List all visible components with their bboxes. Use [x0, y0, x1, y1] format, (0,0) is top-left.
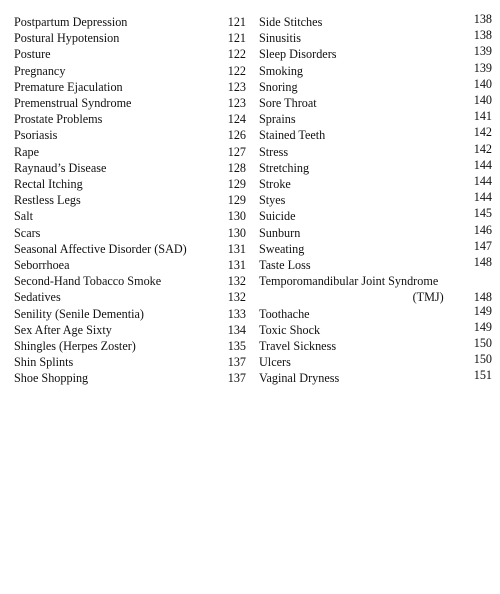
entry-page: 145	[473, 206, 492, 221]
entry-title: Restless Legs	[14, 193, 81, 208]
index-column-left	[14, 14, 246, 387]
entry-page: 147	[473, 238, 492, 253]
index-entry	[259, 303, 492, 322]
index-entry	[14, 354, 246, 370]
entry-title: Sinusitis	[259, 31, 301, 46]
entry-title	[259, 273, 474, 305]
index-entry	[14, 192, 246, 208]
entry-title: Travel Sickness	[259, 339, 337, 354]
entry-title: Sweating	[259, 241, 305, 256]
entry-page: 137	[227, 371, 246, 386]
entry-title: Side Stitches	[259, 15, 323, 29]
entry-page: 138	[473, 12, 492, 26]
entry-page: 126	[227, 128, 246, 143]
index-entry	[259, 60, 492, 79]
index-entry	[14, 144, 246, 160]
index-entry	[259, 111, 492, 127]
entry-page: 121	[227, 31, 246, 46]
entry-page: 131	[227, 241, 246, 256]
entry-title: Sprains	[259, 112, 296, 127]
index-entry	[14, 79, 246, 95]
entry-page: 151	[473, 368, 492, 383]
entry-page: 123	[227, 96, 246, 111]
entry-title: Stress	[259, 144, 289, 159]
entry-title: Postural Hypotension	[14, 31, 120, 46]
index-entry	[259, 14, 492, 30]
entry-page: 137	[227, 355, 246, 370]
entry-page: 130	[227, 225, 246, 240]
entry-title: Salt	[14, 209, 33, 224]
entry-page: 146	[473, 222, 492, 237]
index-entry	[259, 238, 492, 257]
entry-page: 149	[473, 319, 492, 334]
index-entry	[14, 225, 246, 241]
entry-title: Seasonal Affective Disorder (SAD)	[14, 241, 187, 256]
index-entry	[259, 208, 492, 224]
index-entry	[259, 46, 492, 62]
entry-page: 144	[473, 190, 492, 205]
index-entry	[14, 127, 246, 143]
entry-title: Scars	[14, 225, 41, 240]
entry-title: Taste Loss	[259, 258, 311, 273]
entry-page: 131	[227, 258, 246, 273]
entry-page: 150	[473, 336, 492, 351]
index-entry	[259, 257, 492, 273]
index-entry	[14, 338, 246, 354]
entry-title: Stroke	[259, 177, 291, 192]
index-entry	[14, 176, 246, 192]
entry-page: 134	[227, 322, 246, 337]
entry-page: 142	[473, 125, 492, 140]
index-entry	[14, 46, 246, 62]
entry-title: Toxic Shock	[259, 322, 321, 337]
index-entry	[14, 160, 246, 176]
entry-page: 129	[227, 177, 246, 192]
entry-title: Premenstrual Syndrome	[14, 96, 132, 111]
index-entry	[259, 141, 492, 160]
index-entry	[14, 322, 246, 338]
entry-page: 148	[473, 255, 492, 270]
entry-title: Suicide	[259, 209, 296, 224]
entry-page: 139	[473, 44, 492, 59]
entry-page: 132	[227, 290, 246, 305]
entry-page: 141	[473, 109, 492, 124]
entry-page: 130	[227, 209, 246, 224]
entry-title-line-1: Temporomandibular Joint Syndrome	[259, 274, 439, 289]
entry-page: 150	[473, 352, 492, 367]
entry-page: 124	[227, 112, 246, 127]
index-entry	[14, 289, 246, 305]
index-entry	[259, 370, 492, 386]
entry-title: Smoking	[259, 63, 304, 78]
entry-title: Toothache	[259, 306, 310, 321]
entry-title: Shin Splints	[14, 355, 74, 370]
entry-title: Psoriasis	[14, 128, 58, 143]
index-entry	[259, 157, 492, 176]
entry-title: Postpartum Depression	[14, 15, 128, 29]
index-entry	[259, 127, 492, 143]
index-entry	[259, 176, 492, 192]
entry-page: 149	[473, 303, 492, 318]
entry-title: Second-Hand Tobacco Smoke	[14, 274, 162, 289]
entry-title: Rape	[14, 144, 40, 159]
entry-title: Sex After Age Sixty	[14, 322, 112, 337]
index-entry	[14, 63, 246, 79]
index-entry	[14, 241, 246, 257]
entry-title-line-2: (TMJ)	[412, 290, 444, 305]
index-entry	[259, 338, 492, 354]
entry-page: 122	[227, 47, 246, 62]
entry-title: Sleep Disorders	[259, 47, 337, 62]
entry-page: 142	[473, 141, 492, 156]
index-entry	[14, 370, 246, 386]
entry-page: 144	[473, 157, 492, 172]
entry-title: Sore Throat	[259, 96, 317, 111]
entry-page: 133	[227, 306, 246, 321]
index-entry	[259, 222, 492, 241]
entry-page: 132	[227, 274, 246, 289]
index-entry	[259, 30, 492, 46]
index-entry	[259, 95, 492, 111]
index-entry	[14, 14, 246, 30]
entry-page: 140	[473, 76, 492, 91]
entry-title: Prostate Problems	[14, 112, 103, 127]
entry-title: Seborrhoea	[14, 258, 70, 273]
entry-title: Pregnancy	[14, 63, 66, 78]
index-entry	[259, 192, 492, 208]
entry-title: Posture	[14, 47, 51, 62]
index-entry	[14, 95, 246, 111]
index-entry	[259, 76, 492, 95]
entry-page: 138	[473, 28, 492, 43]
entry-page: 122	[227, 63, 246, 78]
entry-title: Raynaud’s Disease	[14, 160, 107, 175]
entry-title: Ulcers	[259, 355, 291, 370]
entry-title: Shingles (Herpes Zoster)	[14, 339, 136, 354]
entry-title: Sunburn	[259, 225, 301, 240]
index-entry	[14, 306, 246, 322]
index-entry	[14, 111, 246, 127]
entry-page: 140	[473, 93, 492, 108]
index-entry	[14, 257, 246, 273]
index-column-right	[259, 14, 492, 387]
index-entry-tmj	[259, 273, 492, 305]
entry-page: 123	[227, 79, 246, 94]
entry-title: Snoring	[259, 79, 298, 94]
index-entry	[259, 319, 492, 338]
entry-page: 135	[227, 339, 246, 354]
entry-page: 129	[227, 193, 246, 208]
entry-title: Shoe Shopping	[14, 371, 89, 386]
entry-title: Styes	[259, 193, 286, 208]
index-entry	[14, 30, 246, 46]
entry-title: Stained Teeth	[259, 128, 326, 143]
entry-page: 128	[227, 160, 246, 175]
entry-page: 121	[227, 15, 246, 29]
index-entry	[14, 208, 246, 224]
entry-page: 144	[473, 174, 492, 189]
index-entry	[259, 354, 492, 370]
entry-title: Rectal Itching	[14, 177, 83, 192]
entry-page: 139	[473, 60, 492, 75]
entry-title: Vaginal Dryness	[259, 371, 340, 386]
entry-page: 127	[227, 144, 246, 159]
entry-title: Sedatives	[14, 290, 61, 305]
entry-title: Senility (Senile Dementia)	[14, 306, 144, 321]
entry-title: Premature Ejaculation	[14, 79, 123, 94]
entry-title: Stretching	[259, 160, 310, 175]
index-entry	[14, 273, 246, 289]
entry-page: 148	[473, 290, 492, 305]
